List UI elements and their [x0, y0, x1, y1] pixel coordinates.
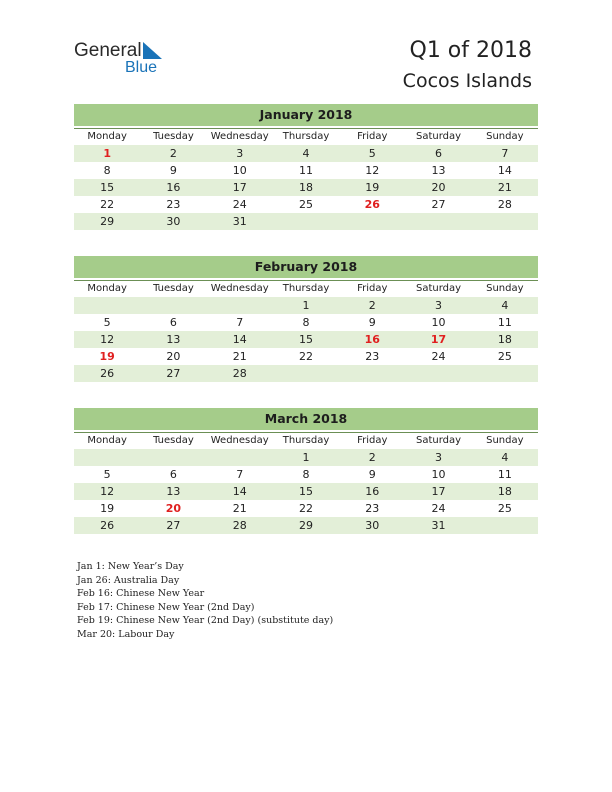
date-cell: 16: [166, 181, 181, 194]
holiday-note: Feb 19: Chinese New Year (2nd Day) (substitute day): [77, 615, 334, 627]
date-cell: 7: [501, 147, 509, 160]
week-row: [74, 348, 538, 365]
date-cell: [74, 449, 140, 466]
holiday-date-cell: 1: [103, 147, 111, 160]
weekday-label: Tuesday: [153, 283, 194, 294]
date-cell: 6: [169, 468, 177, 481]
date-cell: 2: [169, 147, 177, 160]
date-cell: [472, 213, 538, 230]
month-title: February 2018: [74, 256, 538, 278]
holiday-note: Mar 20: Labour Day: [77, 628, 175, 640]
weekday-label: Monday: [87, 435, 127, 446]
holiday-date-cell: 16: [364, 333, 380, 346]
date-cell: 31: [232, 215, 247, 228]
weekday-label: Sunday: [486, 283, 524, 294]
holiday-note: Jan 26: Australia Day: [77, 574, 180, 586]
week-row: [74, 331, 538, 348]
date-cell: 28: [232, 519, 247, 532]
weekday-label: Thursday: [282, 131, 330, 142]
date-cell: 9: [368, 316, 376, 329]
date-cell: 9: [169, 164, 177, 177]
date-cell: 12: [100, 485, 115, 498]
date-cell: 13: [166, 485, 181, 498]
date-cell: [207, 449, 273, 466]
date-cell: [273, 365, 339, 382]
date-cell: 14: [232, 485, 247, 498]
date-cell: 3: [435, 451, 443, 464]
holiday-note: Feb 16: Chinese New Year: [77, 588, 205, 600]
date-cell: [140, 297, 206, 314]
date-cell: 7: [236, 468, 244, 481]
date-cell: 26: [100, 519, 115, 532]
week-row: [74, 179, 538, 196]
date-cell: 19: [365, 181, 380, 194]
date-cell: 22: [298, 502, 313, 515]
date-cell: 23: [365, 502, 380, 515]
weekday-label: Friday: [357, 435, 388, 446]
date-cell: 23: [166, 198, 181, 211]
date-cell: 10: [431, 468, 446, 481]
weekday-label: Tuesday: [153, 435, 194, 446]
holiday-note: Feb 17: Chinese New Year (2nd Day): [77, 601, 255, 613]
date-cell: 29: [100, 215, 115, 228]
date-cell: 16: [365, 485, 380, 498]
date-cell: [405, 213, 471, 230]
date-cell: 10: [431, 316, 446, 329]
date-cell: 24: [431, 502, 446, 515]
date-cell: 26: [100, 367, 115, 380]
date-cell: 17: [232, 181, 247, 194]
date-cell: 15: [298, 333, 313, 346]
week-row: [74, 365, 538, 382]
weekday-header: [74, 280, 538, 297]
month-title: March 2018: [74, 408, 538, 430]
date-cell: 1: [302, 299, 310, 312]
weekday-label: Saturday: [416, 283, 462, 294]
holiday-date-cell: 26: [364, 198, 380, 211]
logo-triangle-icon: [143, 42, 163, 60]
date-cell: 3: [236, 147, 244, 160]
week-row: [74, 483, 538, 500]
date-cell: 5: [103, 468, 111, 481]
date-cell: 27: [431, 198, 446, 211]
date-cell: 18: [497, 333, 512, 346]
date-cell: 12: [365, 164, 380, 177]
weekday-label: Tuesday: [153, 131, 194, 142]
date-cell: 27: [166, 367, 181, 380]
week-row: [74, 196, 538, 213]
holiday-note: Jan 1: New Year’s Day: [77, 561, 184, 572]
date-cell: 10: [232, 164, 247, 177]
date-cell: 20: [166, 350, 181, 363]
date-cell: [339, 213, 405, 230]
date-cell: 28: [497, 198, 512, 211]
date-cell: 23: [365, 350, 380, 363]
week-row: [74, 213, 538, 230]
date-cell: 12: [100, 333, 115, 346]
date-cell: 18: [298, 181, 313, 194]
date-cell: 8: [302, 316, 310, 329]
weekday-label: Saturday: [416, 435, 462, 446]
month-weeks: [74, 449, 538, 534]
date-cell: 30: [365, 519, 380, 532]
weekday-label: Monday: [87, 131, 127, 142]
date-cell: 11: [497, 316, 512, 329]
weekday-label: Friday: [357, 283, 388, 294]
date-cell: 1: [302, 451, 310, 464]
date-cell: [207, 297, 273, 314]
date-cell: 2: [368, 451, 376, 464]
date-cell: 13: [166, 333, 181, 346]
date-cell: 11: [298, 164, 313, 177]
weekday-header: [74, 128, 538, 145]
holiday-date-cell: 17: [430, 333, 447, 346]
weekday-label: Friday: [357, 131, 388, 142]
week-row: [74, 297, 538, 314]
week-row: [74, 466, 538, 483]
month-title: January 2018: [74, 104, 538, 126]
date-cell: 30: [166, 215, 181, 228]
week-row: [74, 500, 538, 517]
date-cell: 13: [431, 164, 446, 177]
date-cell: 8: [302, 468, 310, 481]
holiday-date-cell: 20: [165, 502, 182, 515]
date-cell: 25: [298, 198, 313, 211]
date-cell: 3: [435, 299, 443, 312]
week-row: [74, 314, 538, 331]
date-cell: 29: [298, 519, 313, 532]
date-cell: 17: [431, 485, 446, 498]
date-cell: 22: [100, 198, 115, 211]
date-cell: [405, 365, 471, 382]
date-cell: [273, 213, 339, 230]
date-cell: 28: [232, 367, 247, 380]
holiday-notes: [77, 560, 333, 642]
date-cell: 24: [232, 198, 247, 211]
date-cell: 25: [497, 350, 512, 363]
date-cell: 4: [501, 299, 509, 312]
date-cell: 21: [497, 181, 512, 194]
date-cell: 5: [368, 147, 376, 160]
date-cell: 15: [100, 181, 115, 194]
weekday-label: Sunday: [486, 435, 524, 446]
date-cell: 21: [232, 502, 247, 515]
date-cell: [339, 365, 405, 382]
date-cell: [140, 449, 206, 466]
date-cell: 9: [368, 468, 376, 481]
date-cell: [472, 365, 538, 382]
logo-blue-text: Blue: [125, 59, 158, 76]
date-cell: 8: [103, 164, 111, 177]
weekday-label: Monday: [87, 283, 127, 294]
date-cell: 4: [302, 147, 310, 160]
date-cell: 24: [431, 350, 446, 363]
month-january: [74, 104, 538, 230]
weekday-label: Wednesday: [210, 131, 269, 142]
date-cell: [74, 297, 140, 314]
date-cell: 14: [232, 333, 247, 346]
week-row: [74, 145, 538, 162]
weekday-header: [74, 432, 538, 449]
date-cell: [472, 517, 538, 534]
month-weeks: [74, 297, 538, 382]
date-cell: 15: [298, 485, 313, 498]
weekday-label: Wednesday: [210, 283, 269, 294]
date-cell: 6: [169, 316, 177, 329]
week-row: [74, 517, 538, 534]
month-weeks: [74, 145, 538, 230]
date-cell: 25: [497, 502, 512, 515]
date-cell: 6: [435, 147, 443, 160]
week-row: [74, 162, 538, 179]
date-cell: 21: [232, 350, 247, 363]
date-cell: 2: [368, 299, 376, 312]
page-subtitle: Cocos Islands: [402, 70, 532, 92]
month-february: [74, 256, 538, 382]
date-cell: 4: [501, 451, 509, 464]
page-title: Q1 of 2018: [409, 38, 532, 63]
logo-general-text: General: [74, 40, 142, 61]
date-cell: 5: [103, 316, 111, 329]
date-cell: 14: [497, 164, 512, 177]
weekday-label: Saturday: [416, 131, 462, 142]
date-cell: 27: [166, 519, 181, 532]
weekday-label: Thursday: [282, 435, 330, 446]
month-march: [74, 408, 538, 534]
weekday-label: Sunday: [486, 131, 524, 142]
weekday-label: Thursday: [282, 283, 330, 294]
weekday-label: Wednesday: [210, 435, 269, 446]
date-cell: 7: [236, 316, 244, 329]
date-cell: 11: [497, 468, 512, 481]
week-row: [74, 449, 538, 466]
date-cell: 20: [431, 181, 446, 194]
holiday-date-cell: 19: [99, 350, 115, 363]
date-cell: 22: [298, 350, 313, 363]
date-cell: 18: [497, 485, 512, 498]
date-cell: 19: [100, 502, 115, 515]
date-cell: 31: [431, 519, 446, 532]
